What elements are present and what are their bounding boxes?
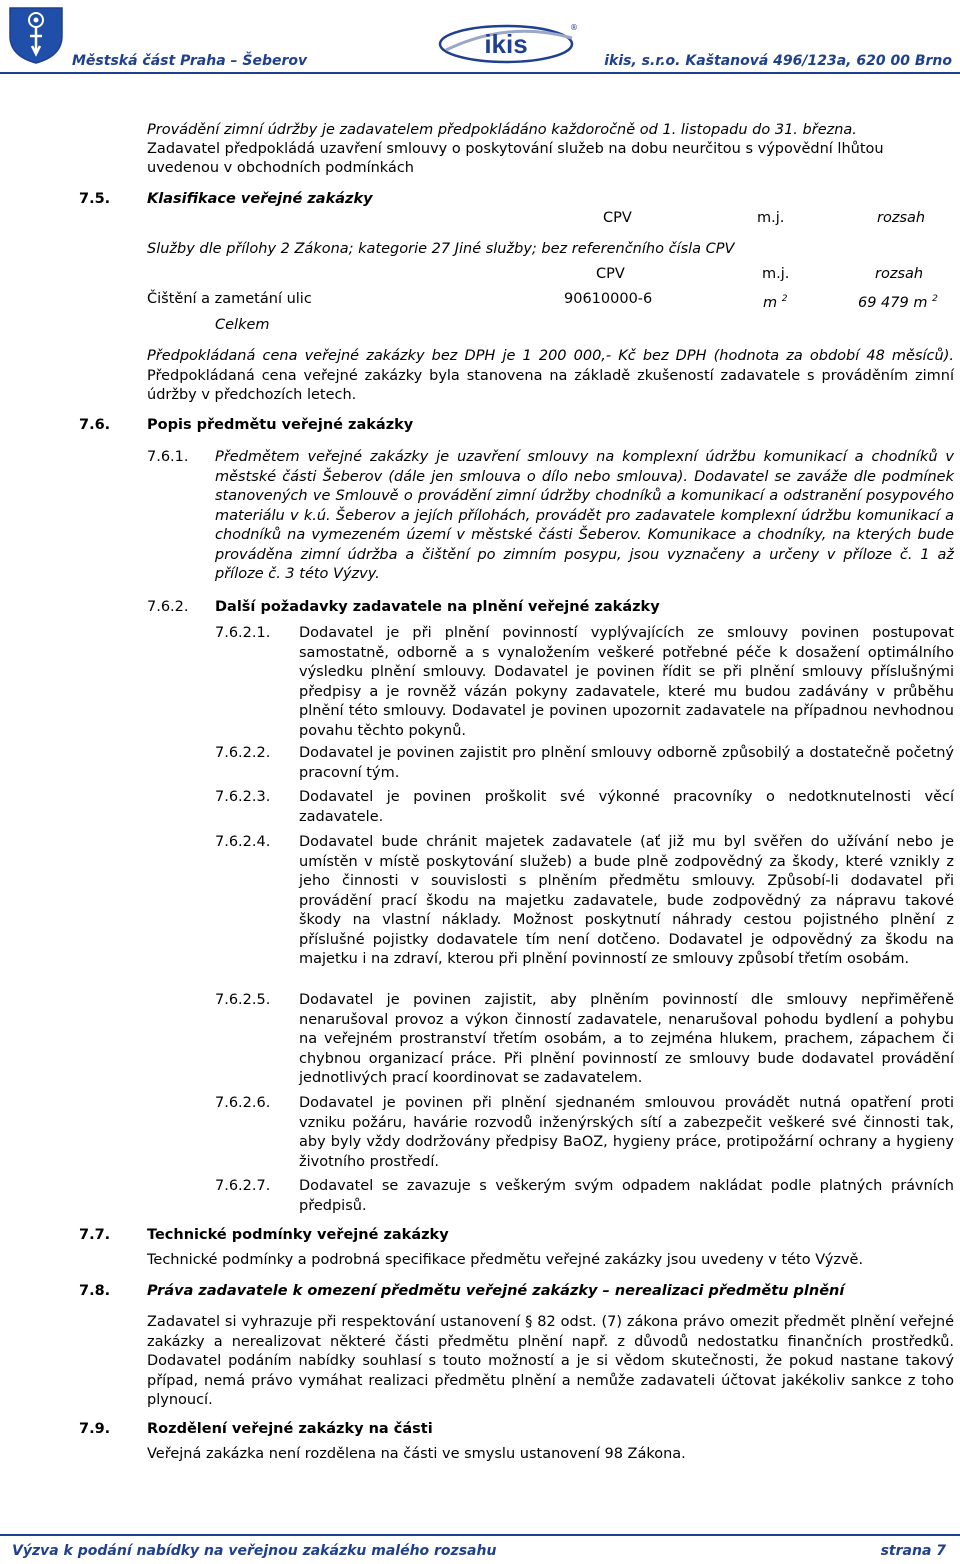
item-7-6-2-number: 7.6.2. bbox=[147, 599, 189, 615]
rozsah-header: rozsah bbox=[877, 210, 926, 226]
item-7-6-2-5-text: Dodavatel je povinen zajistit, aby plněním povinností dle smlouvy nepřiměřeně nenarušoval provoz a výkon činností zadavatele, nenarušoval pohodu bydlení a pohybu na veřejném prostranství třetím osobám, a to zejména hlukem, prachem, zápachem či chybnou organizací práce. Při plnění povinností ze smlouvy bude dodavatel provádění jednotlivých prací koordinovat se zadavatelem. bbox=[299, 992, 954, 1086]
item-7-6-1-number: 7.6.1. bbox=[147, 449, 189, 465]
item-7-6-2-2-text: Dodavatel je povinen zajistit pro plnění smlouvy odborně způsobilý a dostatečně početný pracovní tým. bbox=[299, 745, 954, 781]
section-7-6-title: Popis předmětu veřejné zakázky bbox=[147, 417, 414, 433]
header-company: ikis, s.r.o. Kaštanová 496/123a, 620 00 Brno bbox=[604, 53, 952, 69]
item-7-6-2-7-text: Dodavatel se zavazuje s veškerým svým odpadem nakládat podle platných právních předpisů. bbox=[299, 1178, 954, 1214]
item-7-6-2-6-text: Dodavatel je povinen při plnění sjednaném smlouvou provádět nutná opatření proti vzniku požáru, havárie rozvodů inženýrských sítí a zabezpečit veškeré své činnosti tak, aby byly vždy dodržovány předpisy BaOZ, hygieny práce, protipožární ochrany a hygieny životního prostředí. bbox=[299, 1095, 954, 1170]
item-7-6-2-2-number: 7.6.2.2. bbox=[215, 745, 271, 761]
header-municipality: Městská část Praha – Šeberov bbox=[72, 53, 308, 69]
item-7-6-1-text: Předmětem veřejné zakázky je uzavření smlouvy na komplexní údržbu komunikací a chodníků v městské části Šeberov (dále jen smlouva o dílo nebo smlouva). Dodavatel se zaváže dle podmínek stanovených ve Smlouvě o provádění zimní údržby chodníků a komunikací a odstranění posypového materiálu v k.ú. Šeberov a jejích přílohách, provádět pro zadavatele komplexní údržbu komunikací a chodníků na vymezeném území v městské části Šeberov. Komunikace a chodníky, na kterých bude prováděna zimní údržba a čištění po zimním posypu, jsou vyznačeny a určeny v příloze č. 1 až příloze č. 3 této Výzvy. bbox=[215, 449, 954, 582]
item-7-6-2-title: Další požadavky zadavatele na plnění veřejné zakázky bbox=[215, 599, 660, 615]
svg-text:®: ® bbox=[570, 23, 578, 32]
section-7-8-number: 7.8. bbox=[79, 1283, 111, 1299]
item-7-6-2-1-text: Dodavatel je při plnění povinností vyplývajících ze smlouvy povinen postupovat samostatně, odborně a s vynaložením veškeré potřebné péče k dosažení optimálního výsledku plnění smlouvy. Dodavatel je povinen řídit se při plnění smlouvy příslušnými předpisy a je rovněž vázán pokyny zadavatele, které mu budou zadávány v průběhu plnění této smlouvy. Dodavatel je povinen upozornit zadavatele na případnou nevhodnou povahu těchto pokynů. bbox=[299, 625, 954, 739]
section-7-9-title: Rozdělení veřejné zakázky na části bbox=[147, 1421, 433, 1437]
item-7-6-2-6-number: 7.6.2.6. bbox=[215, 1095, 271, 1111]
ikis-logo-text: ikis bbox=[484, 29, 528, 59]
item-7-6-2-4-text: Dodavatel bude chránit majetek zadavatele (ať již mu byl svěřen do užívání nebo je umístěn v místě poskytování služeb) a bude plně zodpovědný za škody, které vznikly z jeho činnosti v souvislosti s plněním předmětu smlouvy. Způsobí-li dodavatel při provádění prací škodu na majetku zadavatele, bude zodpovědný za nápravu takové škody na vlastní náklady. Možnost poskytnutí náhrady cestou pojistného plnění z příslušné pojistky dodavatele tím není dotčeno. Dodavatel je odpovědný za škodu na majetku i na zdraví, kterou při plnění povinností ze smlouvy způsobí třetím osobám. bbox=[299, 834, 954, 967]
item-7-6-2-1-number: 7.6.2.1. bbox=[215, 625, 271, 641]
intro-line-2: Zadavatel předpokládá uzavření smlouvy o poskytování služeb na dobu neurčitou s výpovědní lhůtou bbox=[147, 141, 884, 157]
section-7-8-title: Práva zadavatele k omezení předmětu veřejné zakázky – nerealizaci předmětu plnění bbox=[147, 1283, 845, 1299]
intro-line-3: uvedenou v obchodních podmínkách bbox=[147, 160, 414, 176]
cpv-header-2: CPV bbox=[596, 266, 625, 282]
ikis-logo bbox=[438, 20, 580, 66]
section-7-7-text: Technické podmínky a podrobná specifikace předmětu veřejné zakázky jsou uvedeny v této Výzvě. bbox=[147, 1252, 864, 1268]
row-name: Čištění a zametání ulic bbox=[147, 291, 312, 307]
mj-header-2: m.j. bbox=[762, 266, 790, 282]
section-7-7-title: Technické podmínky veřejné zakázky bbox=[147, 1227, 449, 1243]
item-7-6-2-7-number: 7.6.2.7. bbox=[215, 1178, 271, 1194]
cpv-header: CPV bbox=[603, 210, 632, 226]
row-cpv: 90610000-6 bbox=[564, 291, 653, 307]
header-rule bbox=[0, 72, 960, 74]
mj-header: m.j. bbox=[757, 210, 785, 226]
section-7-6-number: 7.6. bbox=[79, 417, 111, 433]
section-7-8-text: Zadavatel si vyhrazuje při respektování ustanovení § 82 odst. (7) zákona právo omezit předmět plnění veřejné zakázky a nerealizovat některé části předmětu plnění např. z důvodů nedostatku finančních prostředků. Dodavatel podáním nabídky souhlasí s touto možností a je si vědom skutečnosti, že pokud nastane takový případ, nemá právo vymáhat realizaci předmětu plnění a nemůže zadavateli účtovat jakékoliv sankce z toho plynoucí. bbox=[147, 1314, 954, 1408]
page-header bbox=[0, 0, 960, 72]
item-7-6-2-5-number: 7.6.2.5. bbox=[215, 992, 271, 1008]
item-7-6-2-3-text: Dodavatel je povinen proškolit své výkonné pracovníky o nedotknutelnosti věcí zadavatele. bbox=[299, 789, 954, 825]
intro-line-1: Provádění zimní údržby je zadavatelem předpokládáno každoročně od 1. listopadu do 31. března. bbox=[147, 122, 857, 138]
footer-title: Výzva k podání nabídky na veřejnou zakázku malého rozsahu bbox=[12, 1543, 497, 1559]
rozsah-header-2: rozsah bbox=[875, 266, 924, 282]
row-unit: m $^2$ bbox=[763, 294, 788, 311]
coat-of-arms-icon bbox=[8, 6, 64, 64]
services-category: Služby dle přílohy 2 Zákona; kategorie 27 Jiné služby; bez referenčního čísla CPV bbox=[147, 241, 735, 257]
footer-rule bbox=[0, 1534, 960, 1536]
section-7-9-number: 7.9. bbox=[79, 1421, 111, 1437]
item-7-6-2-3-number: 7.6.2.3. bbox=[215, 789, 271, 805]
section-7-9-text: Veřejná zakázka není rozdělena na části ve smyslu ustanovení 98 Zákona. bbox=[147, 1446, 686, 1462]
section-7-5-number: 7.5. bbox=[79, 191, 111, 207]
section-7-7-number: 7.7. bbox=[79, 1227, 111, 1243]
page-number: strana 7 bbox=[880, 1543, 946, 1559]
row-rozsah: 69 479 m $^2$ bbox=[858, 294, 938, 311]
section-7-5-title: Klasifikace veřejné zakázky bbox=[147, 191, 373, 207]
item-7-6-2-4-number: 7.6.2.4. bbox=[215, 834, 271, 850]
total-label: Celkem bbox=[215, 317, 270, 333]
price-paragraph: Předpokládaná cena veřejné zakázky bez DPH je 1 200 000,- Kč bez DPH (hodnota za období 48 měsíců). Předpokládaná cena veřejné zakázky byla stanovena na základě zkušeností zadavatele s prováděním zimní údržby v předchozích letech. bbox=[147, 348, 954, 403]
